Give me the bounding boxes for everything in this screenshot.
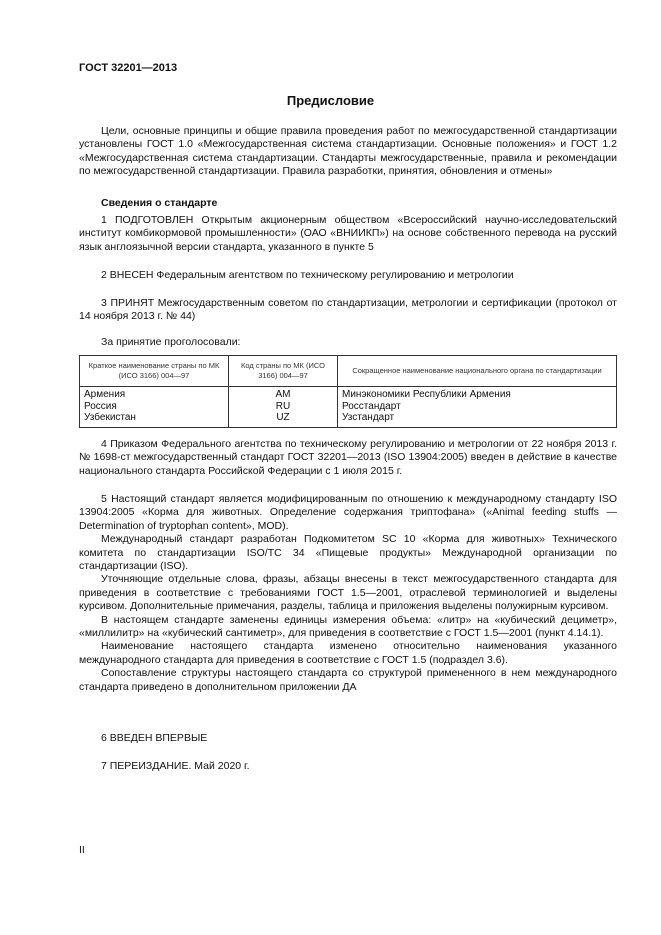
country-name: Россия (84, 400, 117, 412)
country-name: Узбекистан (84, 412, 136, 423)
item-5-text: Международный стандарт разработан Подкомитетом SC 10 «Корма для животных» Технического комитета по стандартизации ISO/TC 34 «Пищевые продукты» Международной организации по стандартизации (ISO). (79, 533, 617, 573)
item-5 (79, 493, 617, 694)
item-5-text: Уточняющие отдельные слова, фразы, абзацы внесены в текст межгосударственного стандарта для приведения в соответствие с требованиями ГОСТ 1.5—2001, отраслевой терминологией и выделены курсивом. Дополнительные примечания, разделы, таблица и приложения выделены полужирным курсивом. (79, 573, 617, 613)
item-2-text: 2 ВНЕСЕН Федеральным агентством по техническому регулированию и метрологии (101, 269, 514, 281)
standards-body: Росстандарт (342, 400, 401, 412)
table-header-country: Краткое наименование страны по МК (ИСО 3166) 004—97 (80, 356, 229, 387)
table-header-code: Код страны по МК (ИСО 3166) 004—97 (229, 356, 338, 387)
country-code: RU (275, 400, 291, 412)
section-heading: Сведения о стандарте (101, 197, 218, 209)
page-title: Предисловие (286, 93, 375, 108)
item-5-text: 5 Настоящий стандарт является модифицированным по отношению к международному стандарту ISO 13904:2005 «Корма для животных. Определение содержания триптофана» («Animal feeding stuffs — Determination of tryptophan content», MOD). (79, 493, 617, 532)
item-5-text: Сопоставление структуры настоящего стандарта со структурой примененного в нем международного стандарта приведено в дополнительном приложении ДА (79, 667, 617, 693)
body-cell (338, 387, 617, 428)
item-1 (79, 214, 617, 254)
item-1-text: 1 ПОДГОТОВЛЕН Открытым акционерным обществом «Всероссийский научно-исследовательский институт комбикормовой промышленности» (ОАО «ВНИИКП») на основе собственного перевода на русский язык англоязычной версии стандарта, указанного в пункте 5 (79, 214, 617, 253)
code-cell (229, 387, 338, 428)
standards-body: Минэкономики Республики Армения (342, 389, 511, 400)
table-header-row (80, 356, 617, 387)
intro-paragraph (79, 125, 617, 179)
standards-body: Узстандарт (342, 412, 395, 423)
voted-label: За принятие проголосовали: (101, 336, 241, 348)
table-row (80, 387, 617, 428)
item-3 (79, 297, 617, 324)
intro-text: Цели, основные принципы и общие правила проведения работ по межгосударственной стандартизации установлены ГОСТ 1.0 «Межгосударственная система стандартизации. Основные положения» и ГОСТ 1.2 «Межгосударственная система стандартизации. Стандарты межгосударственные, правила и рекомендации по межгосударственной стандартизации. Правила разработки, принятия, обновления и отмены» (79, 125, 617, 178)
item-6: 6 ВВЕДЕН ВПЕРВЫЕ (101, 732, 208, 744)
standard-id: ГОСТ 32201—2013 (79, 62, 178, 74)
item-3-text: 3 ПРИНЯТ Межгосударственным советом по стандартизации, метрологии и сертификации (протокол от 14 ноября 2013 г. № 44) (79, 297, 617, 323)
country-code: UZ (276, 412, 290, 423)
item-4-text: 4 Приказом Федерального агентства по техническому регулированию и метрологии от 22 ноября 2013 г. № 1698-ст межгосударственный стандарт ГОСТ 32201—2013 (ISO 13904:2005) введен в действие в качестве национального стандарта Российской Федерации с 1 июля 2015 г. (79, 438, 617, 477)
voting-table (79, 355, 617, 428)
item-5-text: В настоящем стандарте заменены единицы измерения объема: «литр» на «кубический дециметр», «миллилитр» на «кубический сантиметр», для приведения в соответствие с ГОСТ 1.5—2001 (пункт 4.14.1). (79, 613, 617, 640)
item-7: 7 ПЕРЕИЗДАНИЕ. Май 2020 г. (101, 760, 250, 772)
country-code: AM (275, 389, 291, 400)
item-5-text: Наименование настоящего стандарта изменено относительно наименования указанного международного стандарта для приведения в соответствие с ГОСТ 1.5 (подраздел 3.6). (79, 640, 617, 666)
country-cell (80, 387, 229, 428)
item-2 (79, 269, 617, 282)
country-name: Армения (84, 389, 126, 400)
table-header-body: Сокращенное наименование национального органа по стандартизации (338, 356, 617, 387)
item-4 (79, 438, 617, 478)
page-number: II (79, 844, 85, 856)
